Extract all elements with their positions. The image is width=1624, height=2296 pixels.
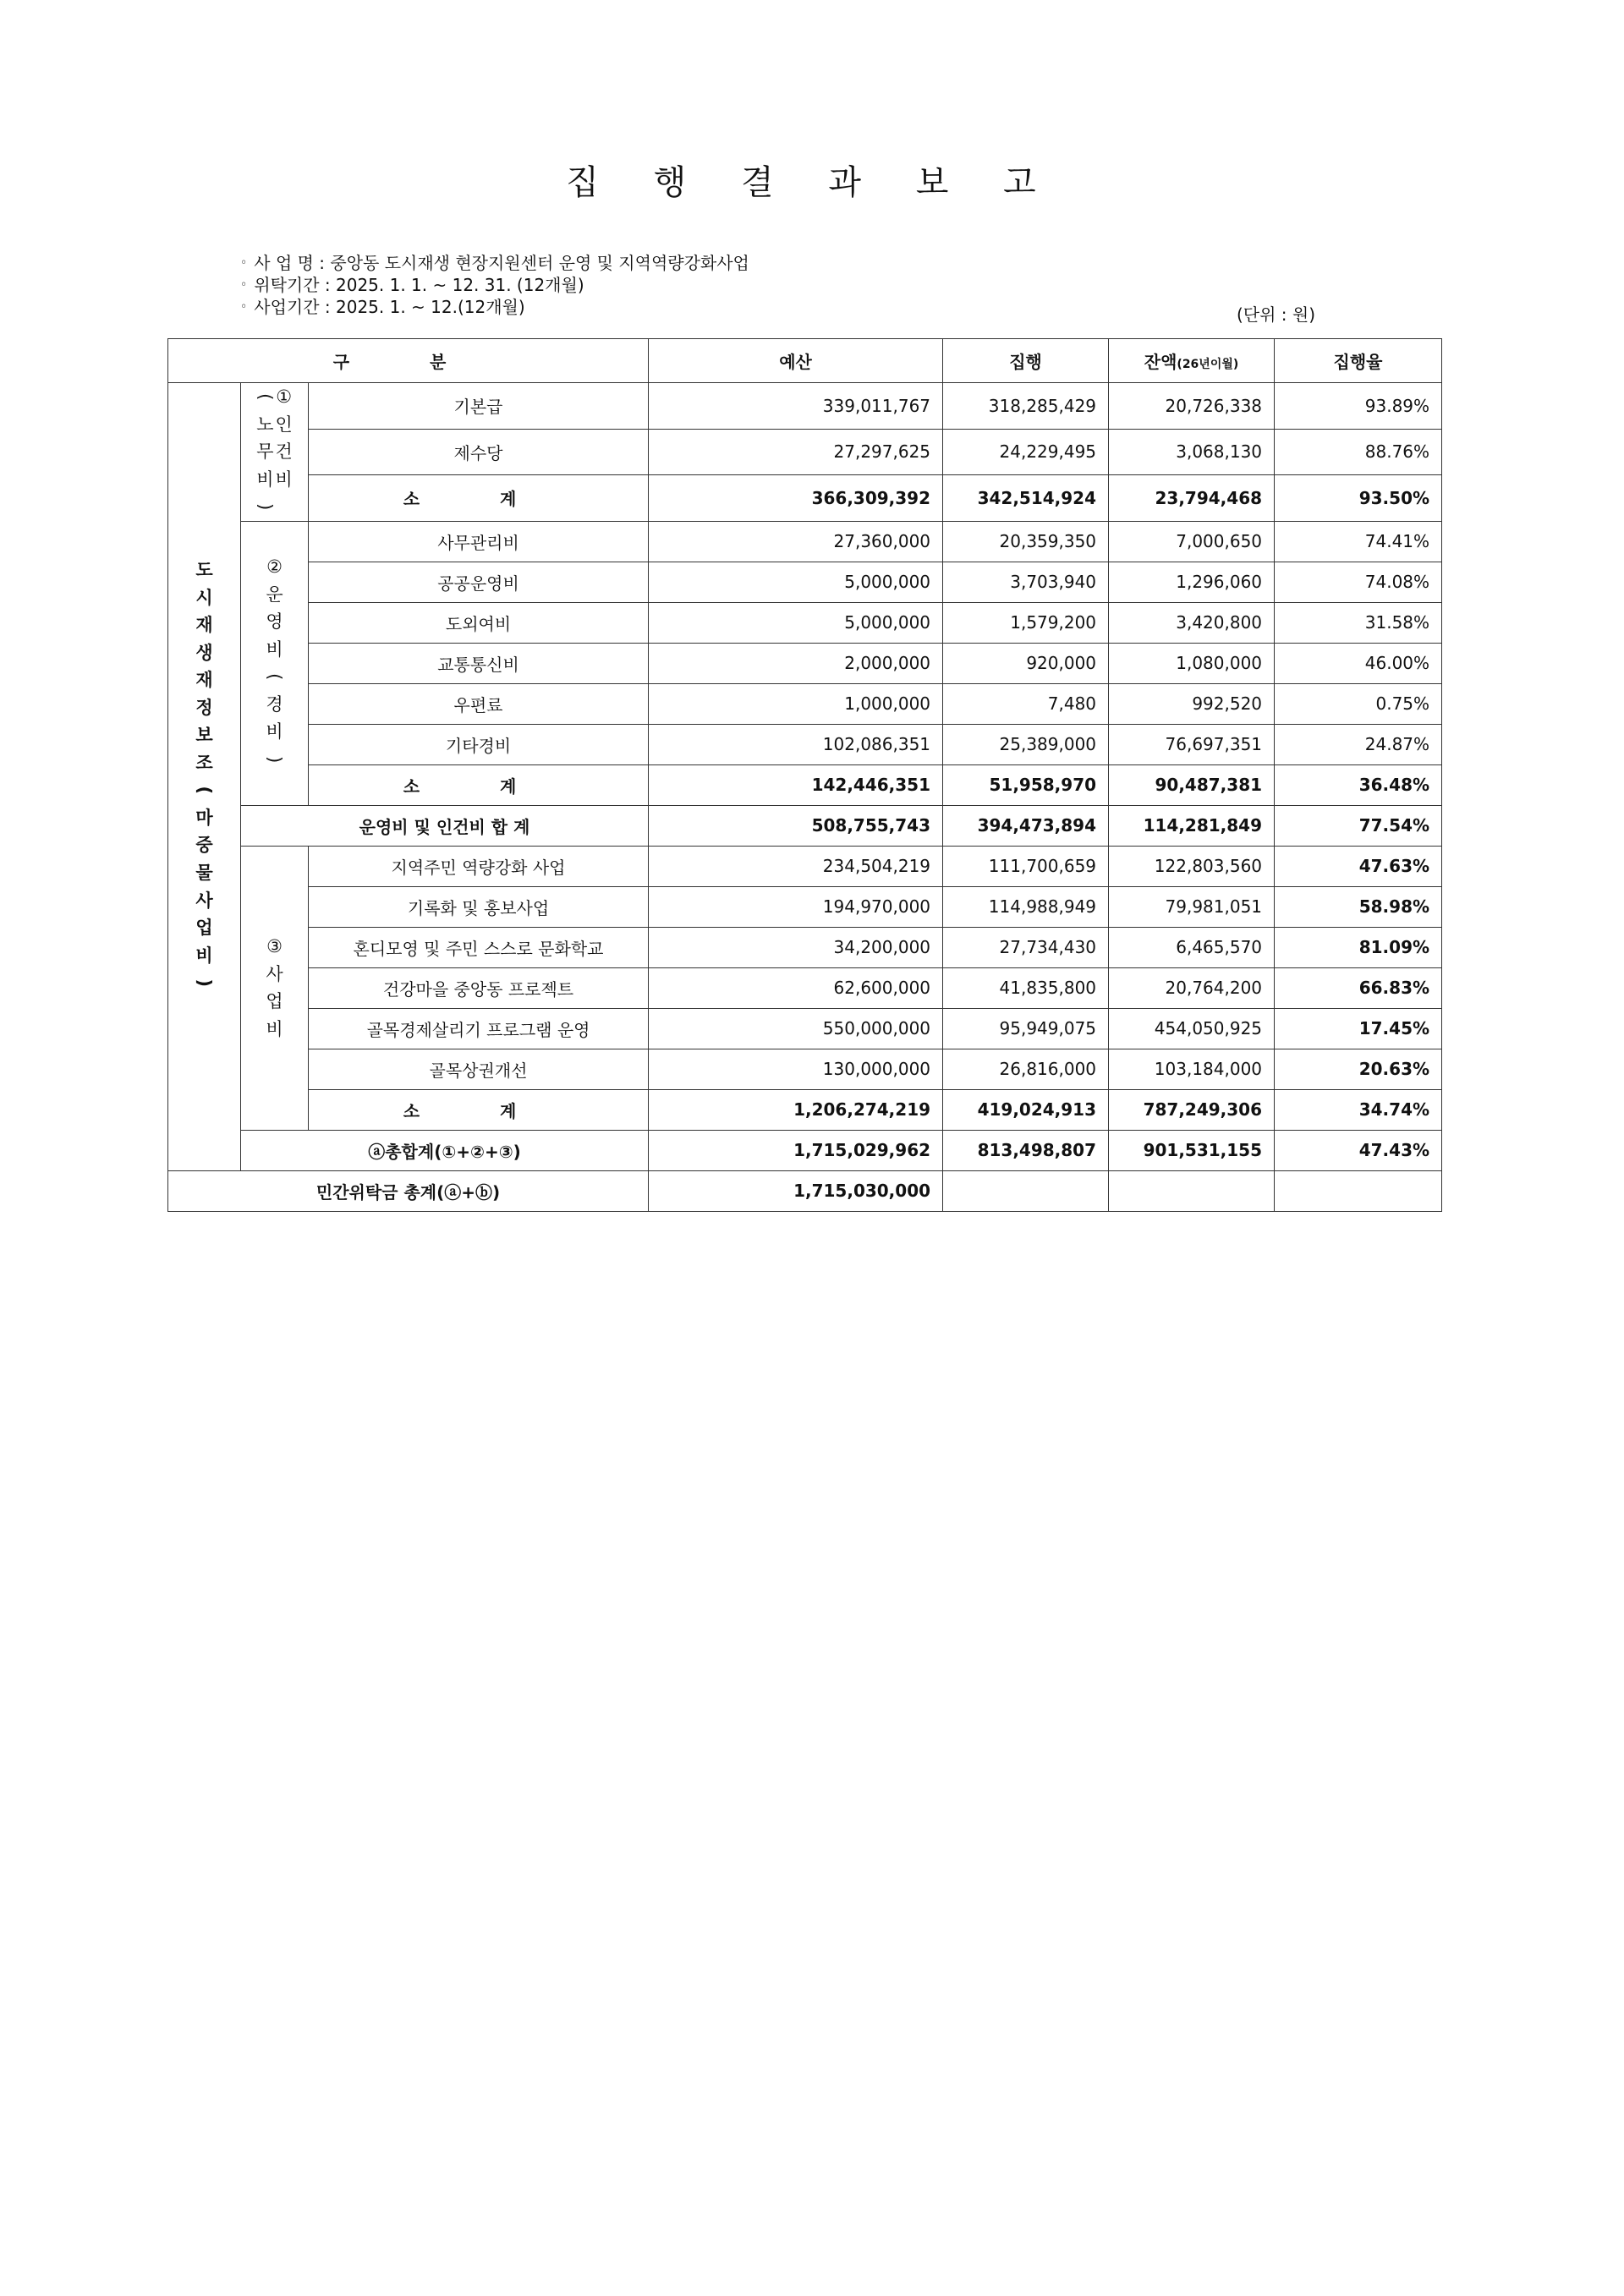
- row-label: 민간위탁금 총계(ⓐ+ⓑ): [168, 1170, 649, 1211]
- row-label: 골목경제살리기 프로그램 운영: [309, 1008, 649, 1049]
- budget-cell: 1,715,029,962: [649, 1130, 943, 1170]
- balance-cell: 20,764,200: [1109, 967, 1275, 1008]
- spent-cell: 20,359,350: [943, 521, 1109, 562]
- rate-cell: 46.00%: [1275, 643, 1442, 683]
- table-row: [168, 967, 1442, 1008]
- business-group-label: ③ 사 업 비: [241, 846, 309, 1130]
- row-label: 사무관리비: [309, 521, 649, 562]
- row-label: 기타경비: [309, 724, 649, 764]
- spent-cell: 41,835,800: [943, 967, 1109, 1008]
- spent-cell: 95,949,075: [943, 1008, 1109, 1049]
- spent-cell: 111,700,659: [943, 846, 1109, 886]
- row-label: 건강마을 중앙동 프로젝트: [309, 967, 649, 1008]
- table-row: [168, 1008, 1442, 1049]
- operating-group-label: ② 운 영 비 ( 경 비 ): [241, 521, 309, 805]
- balance-cell: 7,000,650: [1109, 521, 1275, 562]
- page-title: 집 행 결 과 보 고: [566, 163, 1058, 202]
- balance-cell: 103,184,000: [1109, 1049, 1275, 1089]
- budget-cell: 27,360,000: [649, 521, 943, 562]
- table-row: [168, 562, 1442, 602]
- rate-cell: 77.54%: [1275, 805, 1442, 846]
- header-rate: 집행율: [1275, 339, 1442, 383]
- budget-cell: 62,600,000: [649, 967, 943, 1008]
- row-label: 지역주민 역량강화 사업: [309, 846, 649, 886]
- bullet-icon: ◦: [240, 278, 248, 292]
- spent-cell: 7,480: [943, 683, 1109, 724]
- budget-cell: 339,011,767: [649, 383, 943, 430]
- rate-cell: 47.43%: [1275, 1130, 1442, 1170]
- budget-cell: 142,446,351: [649, 764, 943, 805]
- bullet-icon: ◦: [240, 256, 248, 270]
- balance-cell: [1109, 1170, 1275, 1211]
- outer-group-label: 도 시 재 생 재 정 보 조 ( 마 중 물 사 업 비 ): [168, 383, 241, 1171]
- operating-personnel-total-row: [168, 805, 1442, 846]
- rate-cell: [1275, 1170, 1442, 1211]
- rate-cell: 66.83%: [1275, 967, 1442, 1008]
- row-label: 도외여비: [309, 602, 649, 643]
- budget-cell: 2,000,000: [649, 643, 943, 683]
- rate-cell: 36.48%: [1275, 764, 1442, 805]
- row-label: 공공운영비: [309, 562, 649, 602]
- table-row: [168, 383, 1442, 430]
- row-label: 소 계: [309, 764, 649, 805]
- rate-cell: 0.75%: [1275, 683, 1442, 724]
- spent-cell: [943, 1170, 1109, 1211]
- entrust-period-line: ◦ 위탁기간 : 2025. 1. 1. ~ 12. 31. (12개월): [240, 275, 584, 295]
- spent-cell: 26,816,000: [943, 1049, 1109, 1089]
- spent-cell: 394,473,894: [943, 805, 1109, 846]
- row-label: 운영비 및 인건비 합 계: [241, 805, 649, 846]
- budget-cell: 508,755,743: [649, 805, 943, 846]
- row-label: 기록화 및 홍보사업: [309, 886, 649, 927]
- budget-cell: 102,086,351: [649, 724, 943, 764]
- row-label: 소 계: [309, 475, 649, 522]
- budget-cell: 1,000,000: [649, 683, 943, 724]
- balance-cell: 20,726,338: [1109, 383, 1275, 430]
- execution-result-table: [167, 338, 1442, 1212]
- table-row: [168, 643, 1442, 683]
- balance-cell: 114,281,849: [1109, 805, 1275, 846]
- balance-cell: 3,420,800: [1109, 602, 1275, 643]
- rate-cell: 34.74%: [1275, 1089, 1442, 1130]
- budget-cell: 130,000,000: [649, 1049, 943, 1089]
- spent-cell: 3,703,940: [943, 562, 1109, 602]
- rate-cell: 47.63%: [1275, 846, 1442, 886]
- table-row: [168, 1049, 1442, 1089]
- rate-cell: 24.87%: [1275, 724, 1442, 764]
- balance-cell: 90,487,381: [1109, 764, 1275, 805]
- business-period-line: ◦ 사업기간 : 2025. 1. ~ 12.(12개월): [240, 297, 525, 317]
- grand-total-row: [168, 1130, 1442, 1170]
- row-label: 기본급: [309, 383, 649, 430]
- table-row: [168, 683, 1442, 724]
- budget-cell: 1,715,030,000: [649, 1170, 943, 1211]
- subtotal-row: [168, 1089, 1442, 1130]
- balance-cell: 122,803,560: [1109, 846, 1275, 886]
- table-row: [168, 724, 1442, 764]
- row-label: 제수당: [309, 429, 649, 475]
- row-label: ⓐ총합계(①+②+③): [241, 1130, 649, 1170]
- budget-cell: 550,000,000: [649, 1008, 943, 1049]
- spent-cell: 24,229,495: [943, 429, 1109, 475]
- header-balance: 잔액(26년이월): [1109, 339, 1275, 383]
- rate-cell: 20.63%: [1275, 1049, 1442, 1089]
- balance-cell: 901,531,155: [1109, 1130, 1275, 1170]
- balance-cell: 3,068,130: [1109, 429, 1275, 475]
- rate-cell: 88.76%: [1275, 429, 1442, 475]
- rate-cell: 81.09%: [1275, 927, 1442, 967]
- balance-cell: 76,697,351: [1109, 724, 1275, 764]
- table-row: [168, 927, 1442, 967]
- table-row: [168, 886, 1442, 927]
- balance-cell: 79,981,051: [1109, 886, 1275, 927]
- budget-cell: 34,200,000: [649, 927, 943, 967]
- rate-cell: 93.89%: [1275, 383, 1442, 430]
- budget-cell: 366,309,392: [649, 475, 943, 522]
- project-name-line: ◦ 사 업 명 : 중앙동 도시재생 현장지원센터 운영 및 지역역량강화사업: [240, 253, 749, 273]
- budget-cell: 5,000,000: [649, 602, 943, 643]
- table-row: [168, 846, 1442, 886]
- row-label: 골목상권개선: [309, 1049, 649, 1089]
- spent-cell: 318,285,429: [943, 383, 1109, 430]
- rate-cell: 93.50%: [1275, 475, 1442, 522]
- spent-cell: 419,024,913: [943, 1089, 1109, 1130]
- spent-cell: 27,734,430: [943, 927, 1109, 967]
- subtotal-row: [168, 475, 1442, 522]
- budget-cell: 5,000,000: [649, 562, 943, 602]
- header-budget: 예산: [649, 339, 943, 383]
- spent-cell: 920,000: [943, 643, 1109, 683]
- unit-label: (단위 : 원): [1237, 304, 1316, 325]
- spent-cell: 1,579,200: [943, 602, 1109, 643]
- budget-cell: 194,970,000: [649, 886, 943, 927]
- spent-cell: 114,988,949: [943, 886, 1109, 927]
- balance-cell: 1,080,000: [1109, 643, 1275, 683]
- balance-cell: 787,249,306: [1109, 1089, 1275, 1130]
- balance-cell: 6,465,570: [1109, 927, 1275, 967]
- personnel-group-label: ( 노 무 비 ) ① 인 건 비: [241, 383, 309, 522]
- table-row: [168, 429, 1442, 475]
- balance-cell: 454,050,925: [1109, 1008, 1275, 1049]
- budget-cell: 1,206,274,219: [649, 1089, 943, 1130]
- table-row: [168, 602, 1442, 643]
- row-label: 우편료: [309, 683, 649, 724]
- rate-cell: 17.45%: [1275, 1008, 1442, 1049]
- balance-cell: 23,794,468: [1109, 475, 1275, 522]
- spent-cell: 813,498,807: [943, 1130, 1109, 1170]
- row-label: 소 계: [309, 1089, 649, 1130]
- private-entrust-total-row: [168, 1170, 1442, 1211]
- row-label: 교통통신비: [309, 643, 649, 683]
- header-spent: 집행: [943, 339, 1109, 383]
- table-row: [168, 521, 1442, 562]
- rate-cell: 74.41%: [1275, 521, 1442, 562]
- balance-cell: 1,296,060: [1109, 562, 1275, 602]
- subtotal-row: [168, 764, 1442, 805]
- rate-cell: 58.98%: [1275, 886, 1442, 927]
- table-header-row: [168, 339, 1442, 383]
- row-label: 혼디모영 및 주민 스스로 문화학교: [309, 927, 649, 967]
- rate-cell: 74.08%: [1275, 562, 1442, 602]
- spent-cell: 25,389,000: [943, 724, 1109, 764]
- spent-cell: 342,514,924: [943, 475, 1109, 522]
- header-category: 구 분: [168, 339, 649, 383]
- balance-cell: 992,520: [1109, 683, 1275, 724]
- budget-cell: 27,297,625: [649, 429, 943, 475]
- budget-cell: 234,504,219: [649, 846, 943, 886]
- rate-cell: 31.58%: [1275, 602, 1442, 643]
- spent-cell: 51,958,970: [943, 764, 1109, 805]
- bullet-icon: ◦: [240, 300, 248, 314]
